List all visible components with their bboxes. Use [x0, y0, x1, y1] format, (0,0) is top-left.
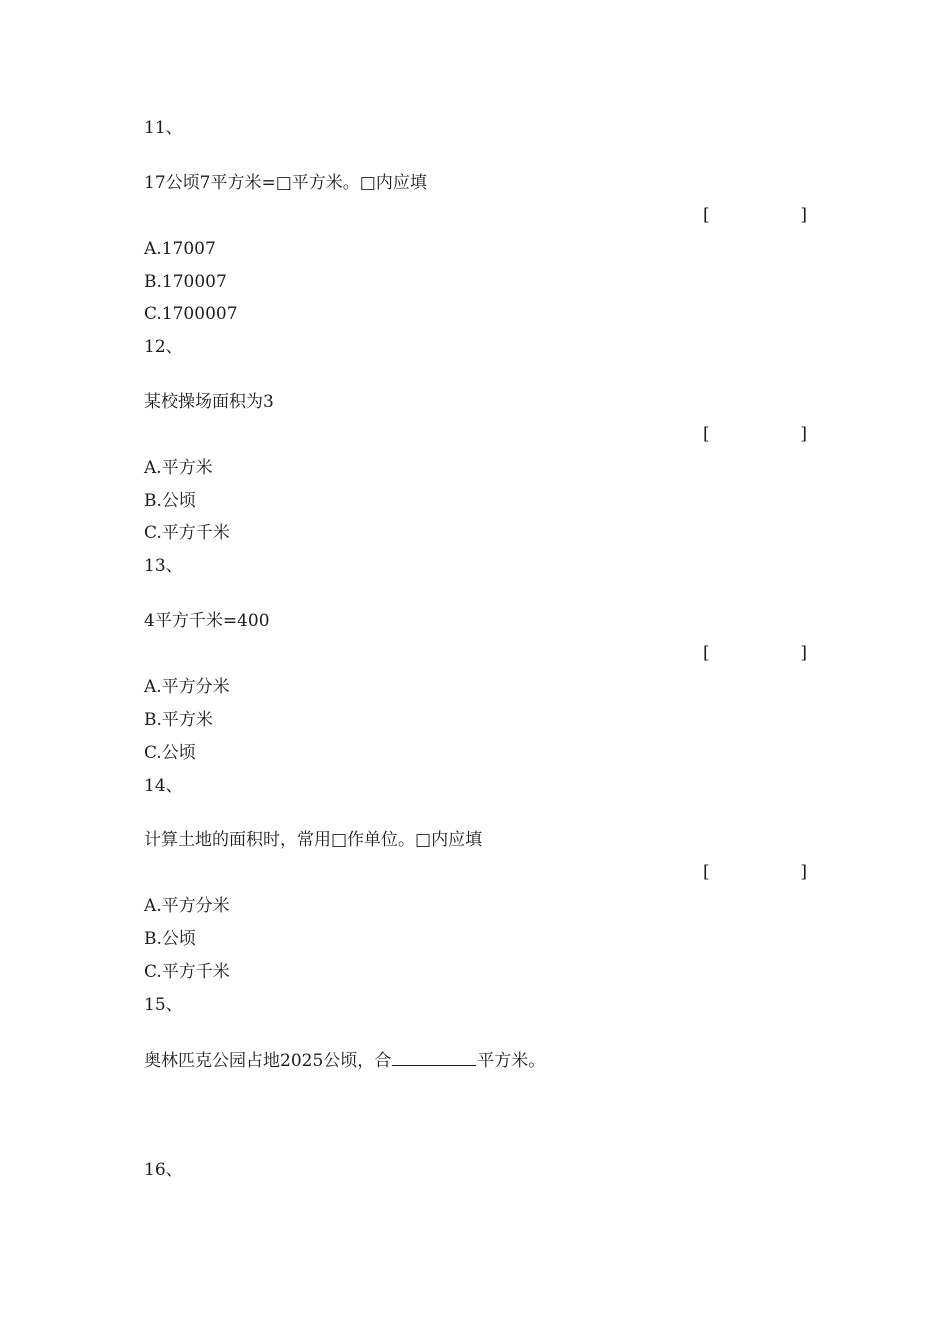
question-stem: 17公顷7平方米=□平方米。□内应填 [144, 173, 427, 193]
question-stem: 计算土地的面积时，常用□作单位。□内应填 [144, 830, 483, 850]
question-number: 16、 [144, 1160, 183, 1180]
option-b: B.170007 [144, 272, 227, 292]
option-c: C.平方千米 [144, 523, 230, 543]
question-number: 15、 [144, 995, 183, 1015]
option-b: B.平方米 [144, 710, 213, 730]
bracket-right: ] [800, 643, 807, 663]
bracket-right: ] [800, 424, 807, 444]
stem-text: 平方米。 [477, 1051, 546, 1071]
fill-in-blank[interactable] [392, 1050, 476, 1066]
stem-text: 奥林匹克公园占地2025公顷，合 [144, 1051, 392, 1071]
option-c: C.公顷 [144, 743, 196, 763]
option-a: A.平方米 [144, 458, 213, 478]
question-number: 14、 [144, 776, 183, 796]
option-b: B.公顷 [144, 491, 196, 511]
option-c: C.平方千米 [144, 962, 230, 982]
option-a: A.平方分米 [144, 677, 230, 697]
question-number: 12、 [144, 337, 183, 357]
question-number: 13、 [144, 556, 183, 576]
question-stem: 4平方千米=400 [144, 611, 270, 631]
question-stem: 某校操场面积为3 [144, 392, 274, 412]
bracket-left: [ [703, 205, 710, 225]
bracket-left: [ [703, 643, 710, 663]
option-c: C.1700007 [144, 304, 238, 324]
bracket-left: [ [703, 862, 710, 882]
bracket-left: [ [703, 424, 710, 444]
bracket-right: ] [800, 862, 807, 882]
question-number: 11、 [144, 118, 183, 138]
option-b: B.公顷 [144, 929, 196, 949]
question-stem [144, 1050, 545, 1071]
bracket-right: ] [800, 205, 807, 225]
option-a: A.17007 [144, 239, 216, 259]
option-a: A.平方分米 [144, 896, 230, 916]
